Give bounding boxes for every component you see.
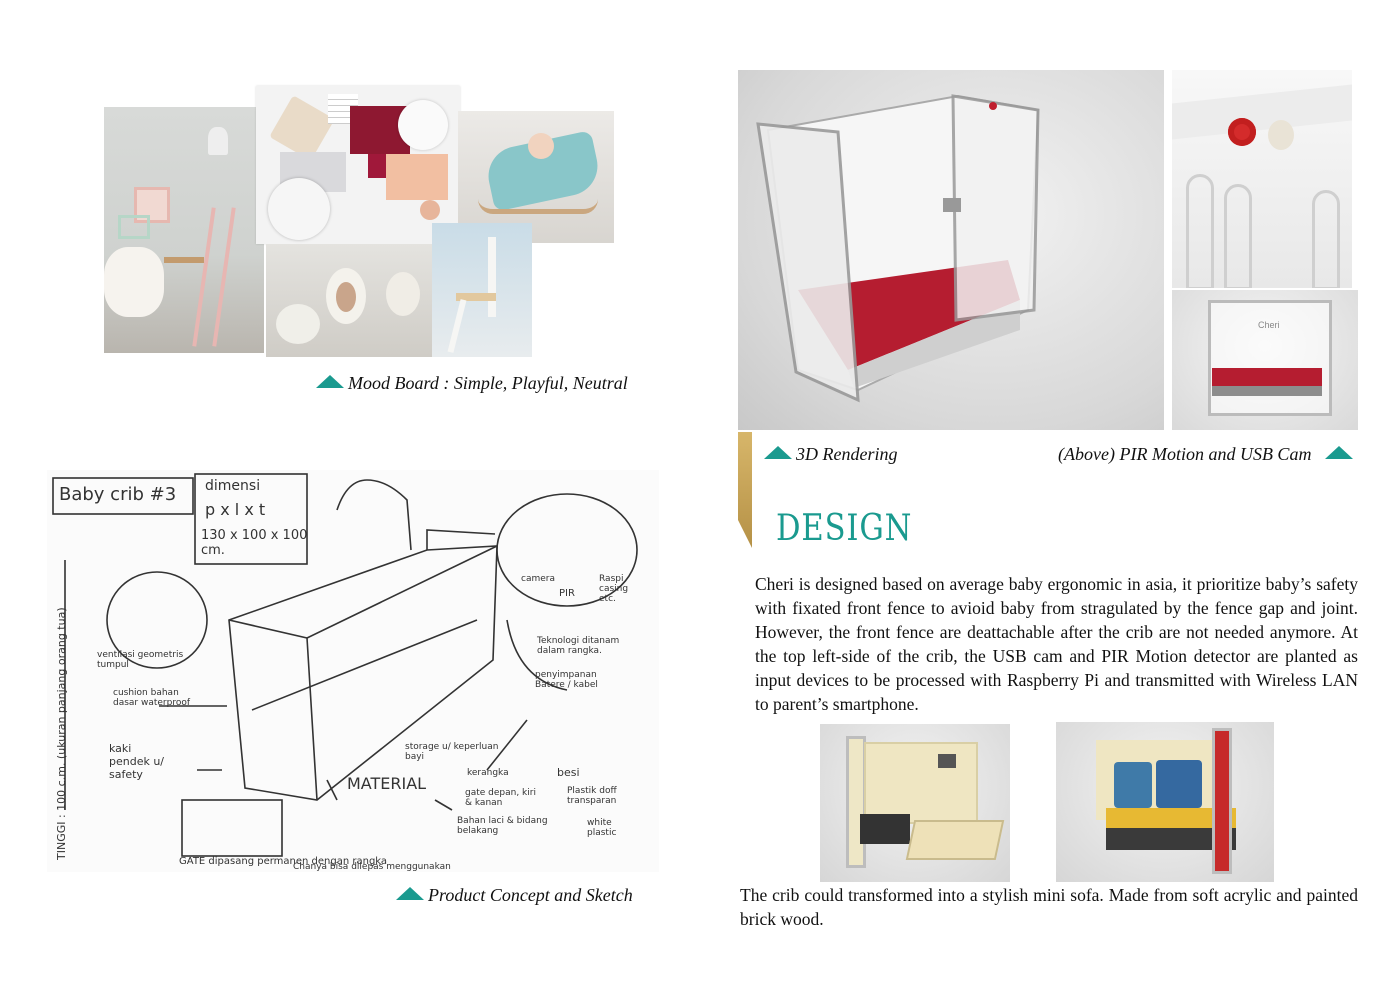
sketch-cushion: cushion bahan dasar waterproof <box>113 688 191 708</box>
sketch-m2b: Plastik doff transparan <box>567 786 617 806</box>
mood-board-caption <box>316 373 628 394</box>
mood-toys-photo <box>266 244 434 357</box>
mood-chair-photo <box>432 223 532 357</box>
design-heading: DESIGN <box>776 508 913 549</box>
sketch-dimension-value: 130 x 100 x 100 cm. <box>201 528 308 558</box>
sofa-paragraph: The crib could transformed into a stylish mini sofa. Made from soft acrylic and painted brick wood. <box>740 885 1358 929</box>
triangle-icon <box>1325 446 1353 459</box>
sketch-pir: PIR <box>559 588 575 599</box>
triangle-icon <box>396 887 424 900</box>
sketch-m1b: besi <box>557 766 580 779</box>
mood-swatches <box>256 86 460 244</box>
mood-board-caption-text: Mood Board : Simple, Playful, Neutral <box>348 373 628 393</box>
mood-room-photo <box>104 107 264 353</box>
sketch-m1a: kerangka <box>467 768 509 778</box>
render-main <box>738 70 1164 430</box>
sketch-dimension-label: dimensi <box>205 478 261 494</box>
sofa-render-1 <box>820 724 1010 882</box>
render-crib <box>738 70 1164 430</box>
sketch-gate: GATE dipasang permanen dengan rangka <box>179 856 388 867</box>
triangle-icon <box>316 375 344 388</box>
design-paragraph: Cheri is designed based on average baby ergonomic in asia, it prioritize baby’s safety with fixated front fence to avioid baby from stragulated by the fence gap and joint. However, the front fence are deattachable after the crib are not needed anymore. At the top left-side of the crib, the USB cam and PIR Motion detector are planted as input devices to be processed with Raspberry Pi and transmitted with Wireless LAN to parent’s smartphone. <box>755 574 1358 714</box>
render-crib-label: Cheri <box>1258 320 1280 330</box>
render-front-view <box>1172 290 1358 430</box>
sketch-m2a: gate depan, kiri & kanan <box>465 788 536 808</box>
sketch-dimension-formula: p x l x t <box>205 500 266 519</box>
sketch-raspi: Raspi casing etc. <box>599 574 629 604</box>
rendering-caption-text: 3D Rendering <box>796 444 898 464</box>
render-pir-closeup <box>1172 70 1352 288</box>
sketch-tech: Teknologi ditanam dalam rangka. <box>537 636 620 656</box>
rendering-caption <box>764 444 897 465</box>
sketch-battery: penyimpanan Batere / kabel <box>535 670 598 690</box>
gold-accent-notch <box>738 520 752 548</box>
sketch-m3a: Bahan laci & bidang belakang <box>457 816 548 836</box>
sketch-title: Baby crib #3 <box>59 484 177 505</box>
pir-caption <box>1058 444 1353 465</box>
concept-caption-text: Product Concept and Sketch <box>428 885 633 905</box>
sketch-storage: storage u/ keperluan bayi <box>405 742 499 762</box>
sketch-legs: kaki pendek u/ safety <box>109 742 165 781</box>
concept-sketch <box>47 470 659 872</box>
concept-caption <box>396 885 633 906</box>
sketch-gate-2: Chanya bisa dilepas menggunakan <box>293 862 451 872</box>
sketch-camera: camera <box>521 574 555 584</box>
sketch-material: MATERIAL <box>347 774 427 793</box>
triangle-icon <box>764 446 792 459</box>
sketch-height-label: TINGGI : 100 c.m. (ukuran panjang orang tua) <box>55 607 68 860</box>
pir-caption-text: (Above) PIR Motion and USB Cam <box>1058 444 1312 464</box>
sketch-m3b: white plastic <box>587 818 617 838</box>
sofa-render-2 <box>1056 722 1274 882</box>
sketch-ventilation: ventilasi geometris tumpul <box>97 650 184 670</box>
